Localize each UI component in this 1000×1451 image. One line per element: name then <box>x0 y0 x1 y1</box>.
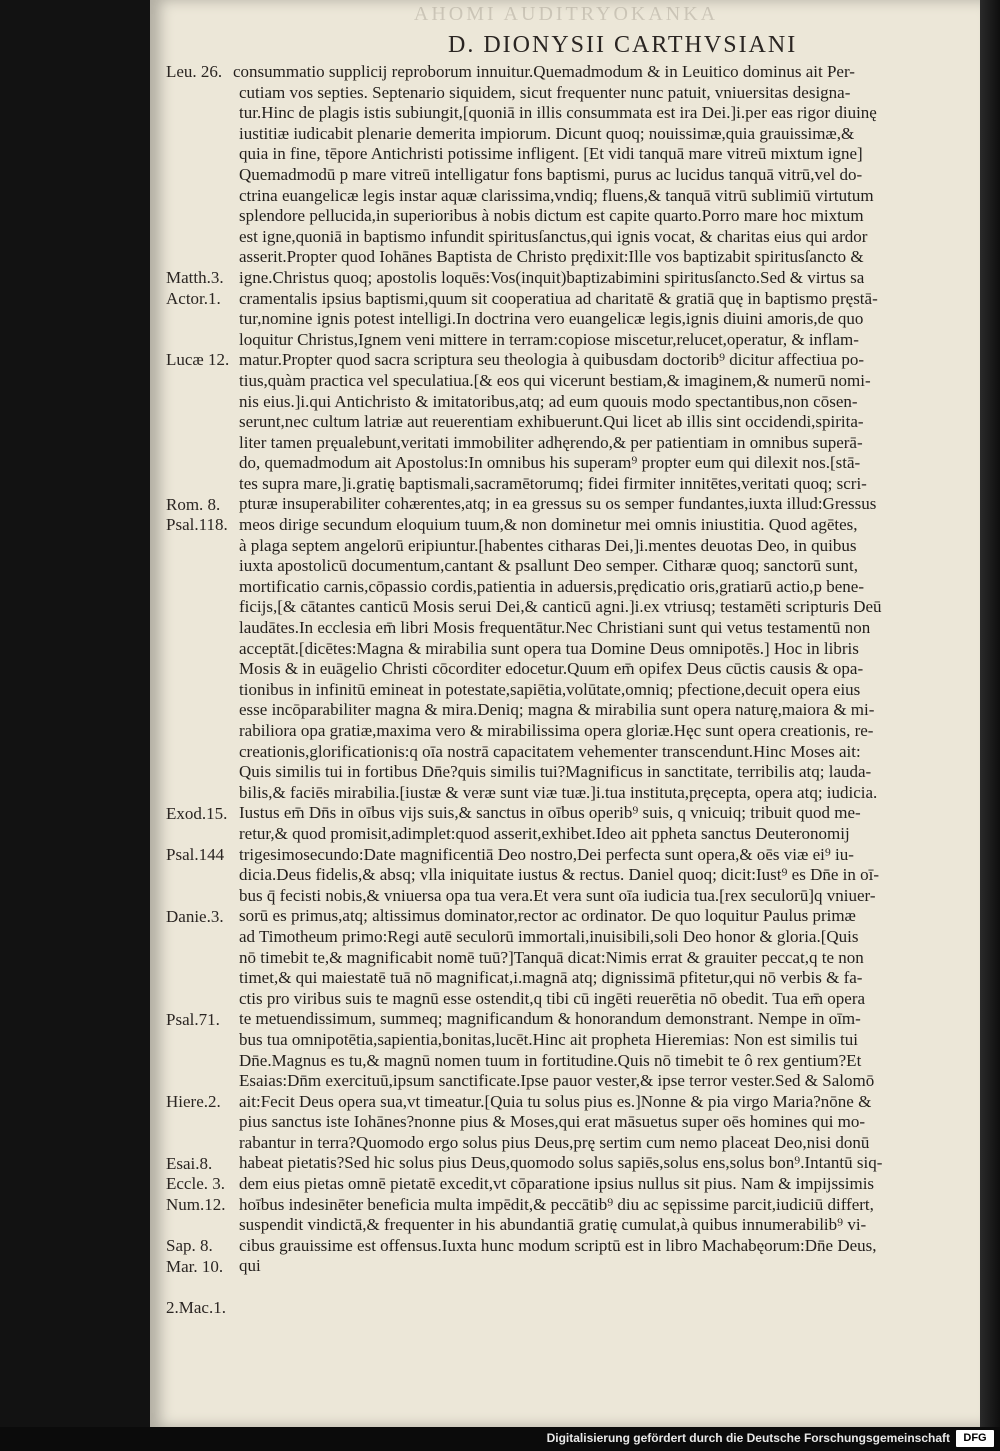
footer-bar <box>0 1427 1000 1451</box>
margin-note: Exod.15. <box>166 803 228 823</box>
running-head: D. DIONYSII CARTHVSIANI <box>448 32 798 58</box>
margin-note: Sap. 8. <box>166 1236 213 1256</box>
text-line: matur.Propter quod sacra scriptura seu theologia à quibusdam doctorib⁹ dicitur affectiua po- <box>239 350 864 370</box>
body-text <box>233 62 979 1277</box>
bleed-through-text: AHOMI AUDITRYOKANKA <box>413 3 719 25</box>
margin-note: Eccle. 3. <box>166 1174 225 1194</box>
text-line: nō timebit te,& magnificabit nomē tuū?]Tanquā dicat:Nimis errat & grauiter peccat,q te non <box>239 947 864 967</box>
text-line: Esaias:Dn̄m exercituū,ipsum sanctificate.Ipse pauor vester,& ipse terror vester.Sed & Salomō <box>239 1071 875 1091</box>
text-line: tes supra mare,]i.gratię baptismali,sacramētorumq; fidei firmiter innitētes,veritati quoq; scri- <box>239 473 867 493</box>
text-line: ctis pro viribus suis te magnū esse ostendit,q tibi cū ingēti reuerētia nō obedit. Tua em̄ opera <box>239 988 866 1008</box>
text-line: acceptāt.[dicētes:Magna & mirabilia sunt opera tua Domine Deus omnipotēs.] Hoc in libris <box>239 638 859 658</box>
text-line: habeat pietatis?Sed hic solus pius Deus,quomodo solus sapiēs,solus ens,solus bon⁹.Intantū siq- <box>239 1153 883 1173</box>
text-line: ait:Fecit Deus opera sua,vt timeatur.[Quia tu solus pius es.]Nonne & pia virgo Maria?nōne & <box>239 1091 872 1111</box>
margin-notes <box>0 0 240 1427</box>
margin-note: 2.Mac.1. <box>166 1298 226 1317</box>
margin-note: Rom. 8. <box>166 494 221 514</box>
margin-note: Psal.71. <box>166 1009 220 1029</box>
margin-note: Psal.144 <box>166 844 225 864</box>
text-line: est igne,quoniā in baptismo infundit spiritusſanctus,qui ignis vocat, & charitas eius qui ardor <box>239 226 868 246</box>
text-line: tius,quàm practica vel speculatiua.[& eos qui vicerunt bestiam,& imaginem,& numerū nomi- <box>239 370 871 390</box>
text-line: hoībus indesinēter beneficia multa impēdit,& peccātib⁹ diu ac sępissime parcit,iudiciū differt, <box>239 1194 874 1214</box>
text-line: ficijs,[& cātantes canticū Mosis serui Dei,& canticū agni.]i.ex vtriusq; testamēti scripturis Deū <box>239 597 882 617</box>
text-line: quia in fine, tēpore Antichristi potissime infligent. [Et vidi tanquā mare vitreū mixtum igne] <box>239 144 863 164</box>
text-line: cramentalis ipsius baptismi,quum sit cooperatiua ad charitatē & gratiā quę in baptismo pręstā- <box>239 288 878 308</box>
text-line: esse incōparabiliter magna & mira.Deniq; magna & mirabilia sunt opera naturę,maiora & mi- <box>239 700 875 720</box>
text-line: Quis similis tui in fortibus Dn̄e?quis similis tui?Magnificus in sanctitate, terribilis atq; lauda- <box>239 762 872 782</box>
text-line: à plaga septem angelorū eripiuntur.[habentes citharas Dei,]i.mentes deuotas Deo, in quibus <box>239 535 857 555</box>
margin-note: Mar. 10. <box>166 1256 224 1276</box>
funding-credit: Digitalisierung gefördert durch die Deutsche Forschungsgemeinschaft <box>546 1431 950 1445</box>
text-line: pius sanctus iste Iohānes?nonne pius & Moses,qui erat māsuetus super oēs homines qui mo- <box>239 1112 866 1132</box>
text-line: Quemadmodū p mare vitreū intelligatur fons baptismi, purus ac lucidus tanquā vitrū,vel do- <box>239 164 863 184</box>
text-line: asserit.Propter quod Iohānes Baptista de Christo prędixit:Ille vos baptizabit spiritusſancto & <box>239 247 864 267</box>
text-line: loquitur Christus,Ignem veni mittere in terram:copiose miscetur,relucet,operatur, & inflam- <box>239 329 859 349</box>
text-line: do, quemadmodum ait Apostolus:In omnibus his superam⁹ propter eum qui dilexit nos.[stā- <box>239 453 861 473</box>
text-line: iuxta apostolicū documentum,cantant & psallunt Deo semper. Citharæ quoq; sanctorū sunt, <box>239 556 858 576</box>
text-line: te metuendissimum, summeq; magnificandum & honorandum demonstrant. Nempe in oīm- <box>239 1009 861 1029</box>
text-line: timet,& qui maiestatē tuā nō magnificat,i.magnā atq; dignissimā pfitetur,qui nō verbis & fa- <box>239 968 863 988</box>
text-line: iustitiæ iudicabit plenarie demerita impiorum. Dicunt quoq; nouissimæ,quia grauissimæ,& <box>239 123 855 143</box>
text-line: Dn̄e.Magnus es tu,& magnū nomen tuum in fortitudine.Quis nō timebit te ô rex gentium?Et <box>239 1050 862 1070</box>
margin-note: Danie.3. <box>166 906 224 926</box>
text-line: tur,nomine ignis potest intelligi.In doctrina vero euangelicæ legis,ignis diuini amoris,de quo <box>239 309 864 329</box>
text-line: qui <box>239 1256 261 1276</box>
text-line: cutiam vos septies. Septenario siquidem, sicut frequenter nunc patuit, vniuersitas designa- <box>239 82 851 102</box>
margin-note: Hiere.2. <box>166 1092 221 1111</box>
text-line: Iustus em̄ Dn̄s in oībus vijs suis,& sanctus in oībus operib⁹ suis, q vnicuiq; tribuit quod me- <box>239 803 861 823</box>
text-line: retur,& quod promisit,adimplet:quod asserit,exhibet.Ideo ait ppheta sanctus Deuteronomij <box>239 823 850 843</box>
margin-note: Leu. 26. <box>166 62 223 81</box>
text-line: Mosis & in euāgelio Christi cōcorditer edocetur.Quum em̄ opifex Deus cūctis causis & opa- <box>239 659 864 679</box>
text-line: creationis,glorificationis:q oīa nostrā capacitatem vehementer transcendunt.Hinc Moses ait: <box>239 741 861 761</box>
margin-note: Matth.3. <box>166 268 224 287</box>
margin-note: Esai.8. <box>166 1153 213 1173</box>
text-line: serunt,nec cultum latriæ aut reuerentiam exhibuerunt.Qui licet ab illis sint occidendi,spirita- <box>239 412 864 432</box>
text-line: tionibus in infinitū emineat in potestate,sapiētia,volūtate,omniq; pfectione,decuit opera eius <box>239 679 861 699</box>
text-line: ctrina euangelicæ legis instar aquæ clarissima,vndiq; fluens,& tanquā vitrū sublimiū virtutum <box>239 185 874 205</box>
text-line: nis eius.]i.qui Antichristo & imitatoribus,atq; ad eum quouis modo spectantibus,non cōsen- <box>239 391 858 411</box>
text-line: trigesimosecundo:Date magnificentiā Deo nostro,Dei perfecta sunt opera,& oēs viæ ei⁹ iu- <box>239 844 854 864</box>
text-line: ad Timotheum primo:Regi autē seculorū immortali,inuisibili,soli Deo honor & gloria.[Quis <box>239 926 859 946</box>
text-line: dicia.Deus fidelis,& absq; vlla iniquitate iustus & rectus. Daniel quoq; dicit:Iust⁹ es Dn̄e in oī- <box>239 865 880 885</box>
margin-note: Lucæ 12. <box>166 350 230 370</box>
text-line: mortificatio carnis,cōpassio cordis,patientia in aduersis,prędicatio oris,gratiarū actio,p bene- <box>239 576 865 596</box>
dfg-logo: DFG <box>956 1430 994 1447</box>
text-line: cibus grauissime est offensus.Iuxta hunc modum scriptū est in libro Machabęorum:Dn̄e Deus, <box>239 1235 877 1255</box>
text-line: suspendit vindictā,& frequenter in his abundantiā gratię cumulat,à quibus innumerabilib⁹ vi- <box>239 1215 867 1235</box>
margin-note: Num.12. <box>166 1195 226 1214</box>
text-line: tur.Hinc de plagis istis subiungit,[quoniā in illis consummata est ira Dei.]i.per eas rigor diuinę <box>239 103 877 123</box>
text-line: pturæ insuperabiliter cohærentes,atq; in ea gressus su os semper fundantes,iuxta illud:Gressus <box>239 494 877 514</box>
text-line: rabiliora opa gratiæ,maxima vero & mirabilissima opera gloriæ.Hęc sunt opera creationis, re- <box>239 721 874 740</box>
text-line: igne.Christus quoq; apostolis loquēs:Vos(inquit)baptizabimini spiritusſancto.Sed & virtus sa <box>239 267 865 287</box>
text-line: laudātes.In ecclesia em̄ libri Mosis frequentātur.Nec Christiani sunt qui vetus testamentū non <box>239 618 871 638</box>
text-line: splendore pellucida,in superioribus à nobis dictum est capite quarto.Porro mare hoc mixtum <box>239 206 864 226</box>
text-line: bus q̄ fecisti nobis,& vniuersa opa tua vera.Et vera sunt oīa iudicia tua.[rex seculorū]q vniuer- <box>239 885 876 905</box>
page-edge-shadow <box>980 0 1000 1427</box>
margin-note: Actor.1. <box>166 288 221 308</box>
text-line: dem eius pietas omnē pietatē excedit,vt cōparatione ipsius nullus sit pius. Nam & impijssimis <box>239 1174 875 1194</box>
margin-note: Psal.118. <box>166 515 228 535</box>
text-line: bilis,& faciēs mirabilia.[iustæ & veræ sunt viæ tuæ.]i.tua instituta,pręcepta, opera atq; iudicia. <box>239 782 878 802</box>
text-line: bus tua omnipotētia,sapientia,bonitas,lucēt.Hinc ait propheta Hieremias: Non est similis tui <box>239 1029 858 1049</box>
text-line: meos dirige secundum eloquium tuum,& non dominetur mei omnis iniustitia. Quod agētes, <box>239 515 858 535</box>
text-line: liter tamen pręualebunt,veritati immobiliter adhęrendo,& per patientiam in omnibus superā- <box>239 432 863 452</box>
text-line: sorū es primus,atq; altissimus dominator,rector ac ordinator. De quo loquitur Paulus primæ <box>239 906 856 926</box>
text-line: consummatio supplicij reproborum innuitur.Quemadmodum & in Leuitico dominus ait Per- <box>233 62 855 81</box>
text-line: rabantur in terra?Quomodo ergo solus pius Deus,prę sertim cum nemo placeat Deo,nisi donū <box>239 1132 870 1152</box>
